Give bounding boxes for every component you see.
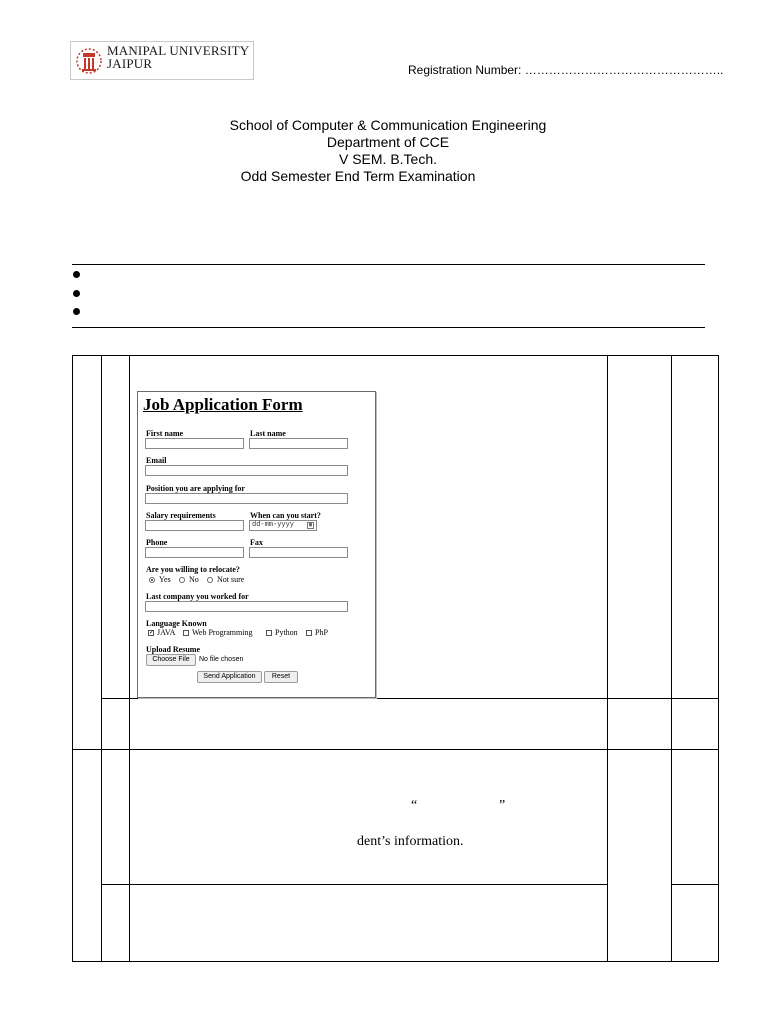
python-label: Python bbox=[275, 628, 298, 637]
salary-label: Salary requirements bbox=[146, 511, 216, 520]
instructions-top-rule bbox=[72, 264, 705, 265]
email-label: Email bbox=[146, 456, 167, 465]
table-border-left bbox=[72, 355, 73, 962]
table-column-divider bbox=[129, 355, 130, 962]
last-company-input[interactable] bbox=[145, 601, 348, 612]
first-name-label: First name bbox=[146, 429, 184, 438]
job-application-form bbox=[137, 391, 376, 698]
salary-input[interactable] bbox=[145, 520, 244, 531]
web-programming-label: Web Programming bbox=[192, 628, 253, 637]
university-name: MANIPAL UNIVERSITY bbox=[107, 43, 250, 58]
start-date-label: When can you start? bbox=[250, 511, 321, 520]
table-column-divider bbox=[101, 355, 102, 962]
form-title: Job Application Form bbox=[143, 395, 303, 414]
table-border-bottom bbox=[72, 961, 719, 962]
language-label: Language Known bbox=[146, 619, 207, 628]
table-row-divider bbox=[101, 884, 608, 885]
fax-label: Fax bbox=[250, 538, 263, 547]
instruction-bullet bbox=[73, 308, 80, 315]
send-application-button[interactable]: Send Application bbox=[197, 671, 262, 683]
phone-label: Phone bbox=[146, 538, 168, 547]
python-checkbox[interactable] bbox=[266, 630, 272, 636]
relocate-not-sure-label: Not sure bbox=[217, 575, 245, 584]
table-border-top bbox=[72, 355, 719, 356]
position-input[interactable] bbox=[145, 493, 348, 504]
table-row-divider bbox=[101, 698, 719, 699]
table-row-divider bbox=[671, 884, 719, 885]
table-border-right bbox=[718, 355, 719, 962]
table-column-divider bbox=[671, 355, 672, 962]
exam-title: Odd Semester End Term Examination bbox=[240, 168, 476, 184]
open-quote: “ bbox=[411, 798, 418, 813]
relocate-yes-label: Yes bbox=[159, 575, 171, 584]
relocate-yes-radio[interactable] bbox=[149, 577, 155, 583]
close-quote: ” bbox=[499, 798, 506, 813]
email-input[interactable] bbox=[145, 465, 348, 476]
reset-button[interactable]: Reset bbox=[264, 671, 298, 683]
last-name-label: Last name bbox=[250, 429, 286, 438]
table-column-divider bbox=[607, 355, 608, 962]
last-company-label: Last company you worked for bbox=[146, 592, 249, 601]
php-checkbox[interactable] bbox=[306, 630, 312, 636]
java-label: JAVA bbox=[157, 628, 176, 637]
university-logo bbox=[70, 41, 254, 80]
instruction-bullet bbox=[73, 290, 80, 297]
school-name: School of Computer & Communication Engineering bbox=[229, 117, 547, 133]
instruction-bullet bbox=[73, 271, 80, 278]
calendar-icon[interactable]: ▦ bbox=[308, 522, 312, 528]
start-date-input[interactable] bbox=[249, 520, 317, 531]
choose-file-button[interactable]: Choose File bbox=[146, 654, 196, 666]
upload-resume-label: Upload Resume bbox=[146, 645, 201, 654]
position-label: Position you are applying for bbox=[146, 484, 245, 493]
fax-input[interactable] bbox=[249, 547, 348, 558]
no-file-chosen-text: No file chosen bbox=[199, 656, 244, 663]
relocate-no-radio[interactable] bbox=[179, 577, 185, 583]
java-checkbox[interactable]: ✓ bbox=[149, 630, 155, 636]
table-row-divider bbox=[72, 749, 719, 750]
start-date-placeholder: dd-mm-yyyy bbox=[252, 521, 295, 529]
php-label: PhP bbox=[315, 628, 328, 637]
first-name-input[interactable] bbox=[145, 438, 244, 449]
relocate-not-sure-radio[interactable] bbox=[207, 577, 213, 583]
department-name: Department of CCE bbox=[326, 134, 450, 150]
university-city: JAIPUR bbox=[107, 56, 153, 71]
instructions-bottom-rule bbox=[72, 327, 705, 328]
question-text-fragment: dent’s information. bbox=[357, 834, 464, 849]
university-emblem-icon bbox=[74, 45, 104, 75]
web-programming-checkbox[interactable] bbox=[183, 630, 189, 636]
last-name-input[interactable] bbox=[249, 438, 348, 449]
relocate-no-label: No bbox=[189, 575, 199, 584]
semester-line: V SEM. B.Tech. bbox=[338, 151, 438, 167]
phone-input[interactable] bbox=[145, 547, 244, 558]
relocate-label: Are you willing to relocate? bbox=[146, 565, 240, 574]
registration-number-label: Registration Number: ………………………………………….. bbox=[408, 63, 724, 77]
